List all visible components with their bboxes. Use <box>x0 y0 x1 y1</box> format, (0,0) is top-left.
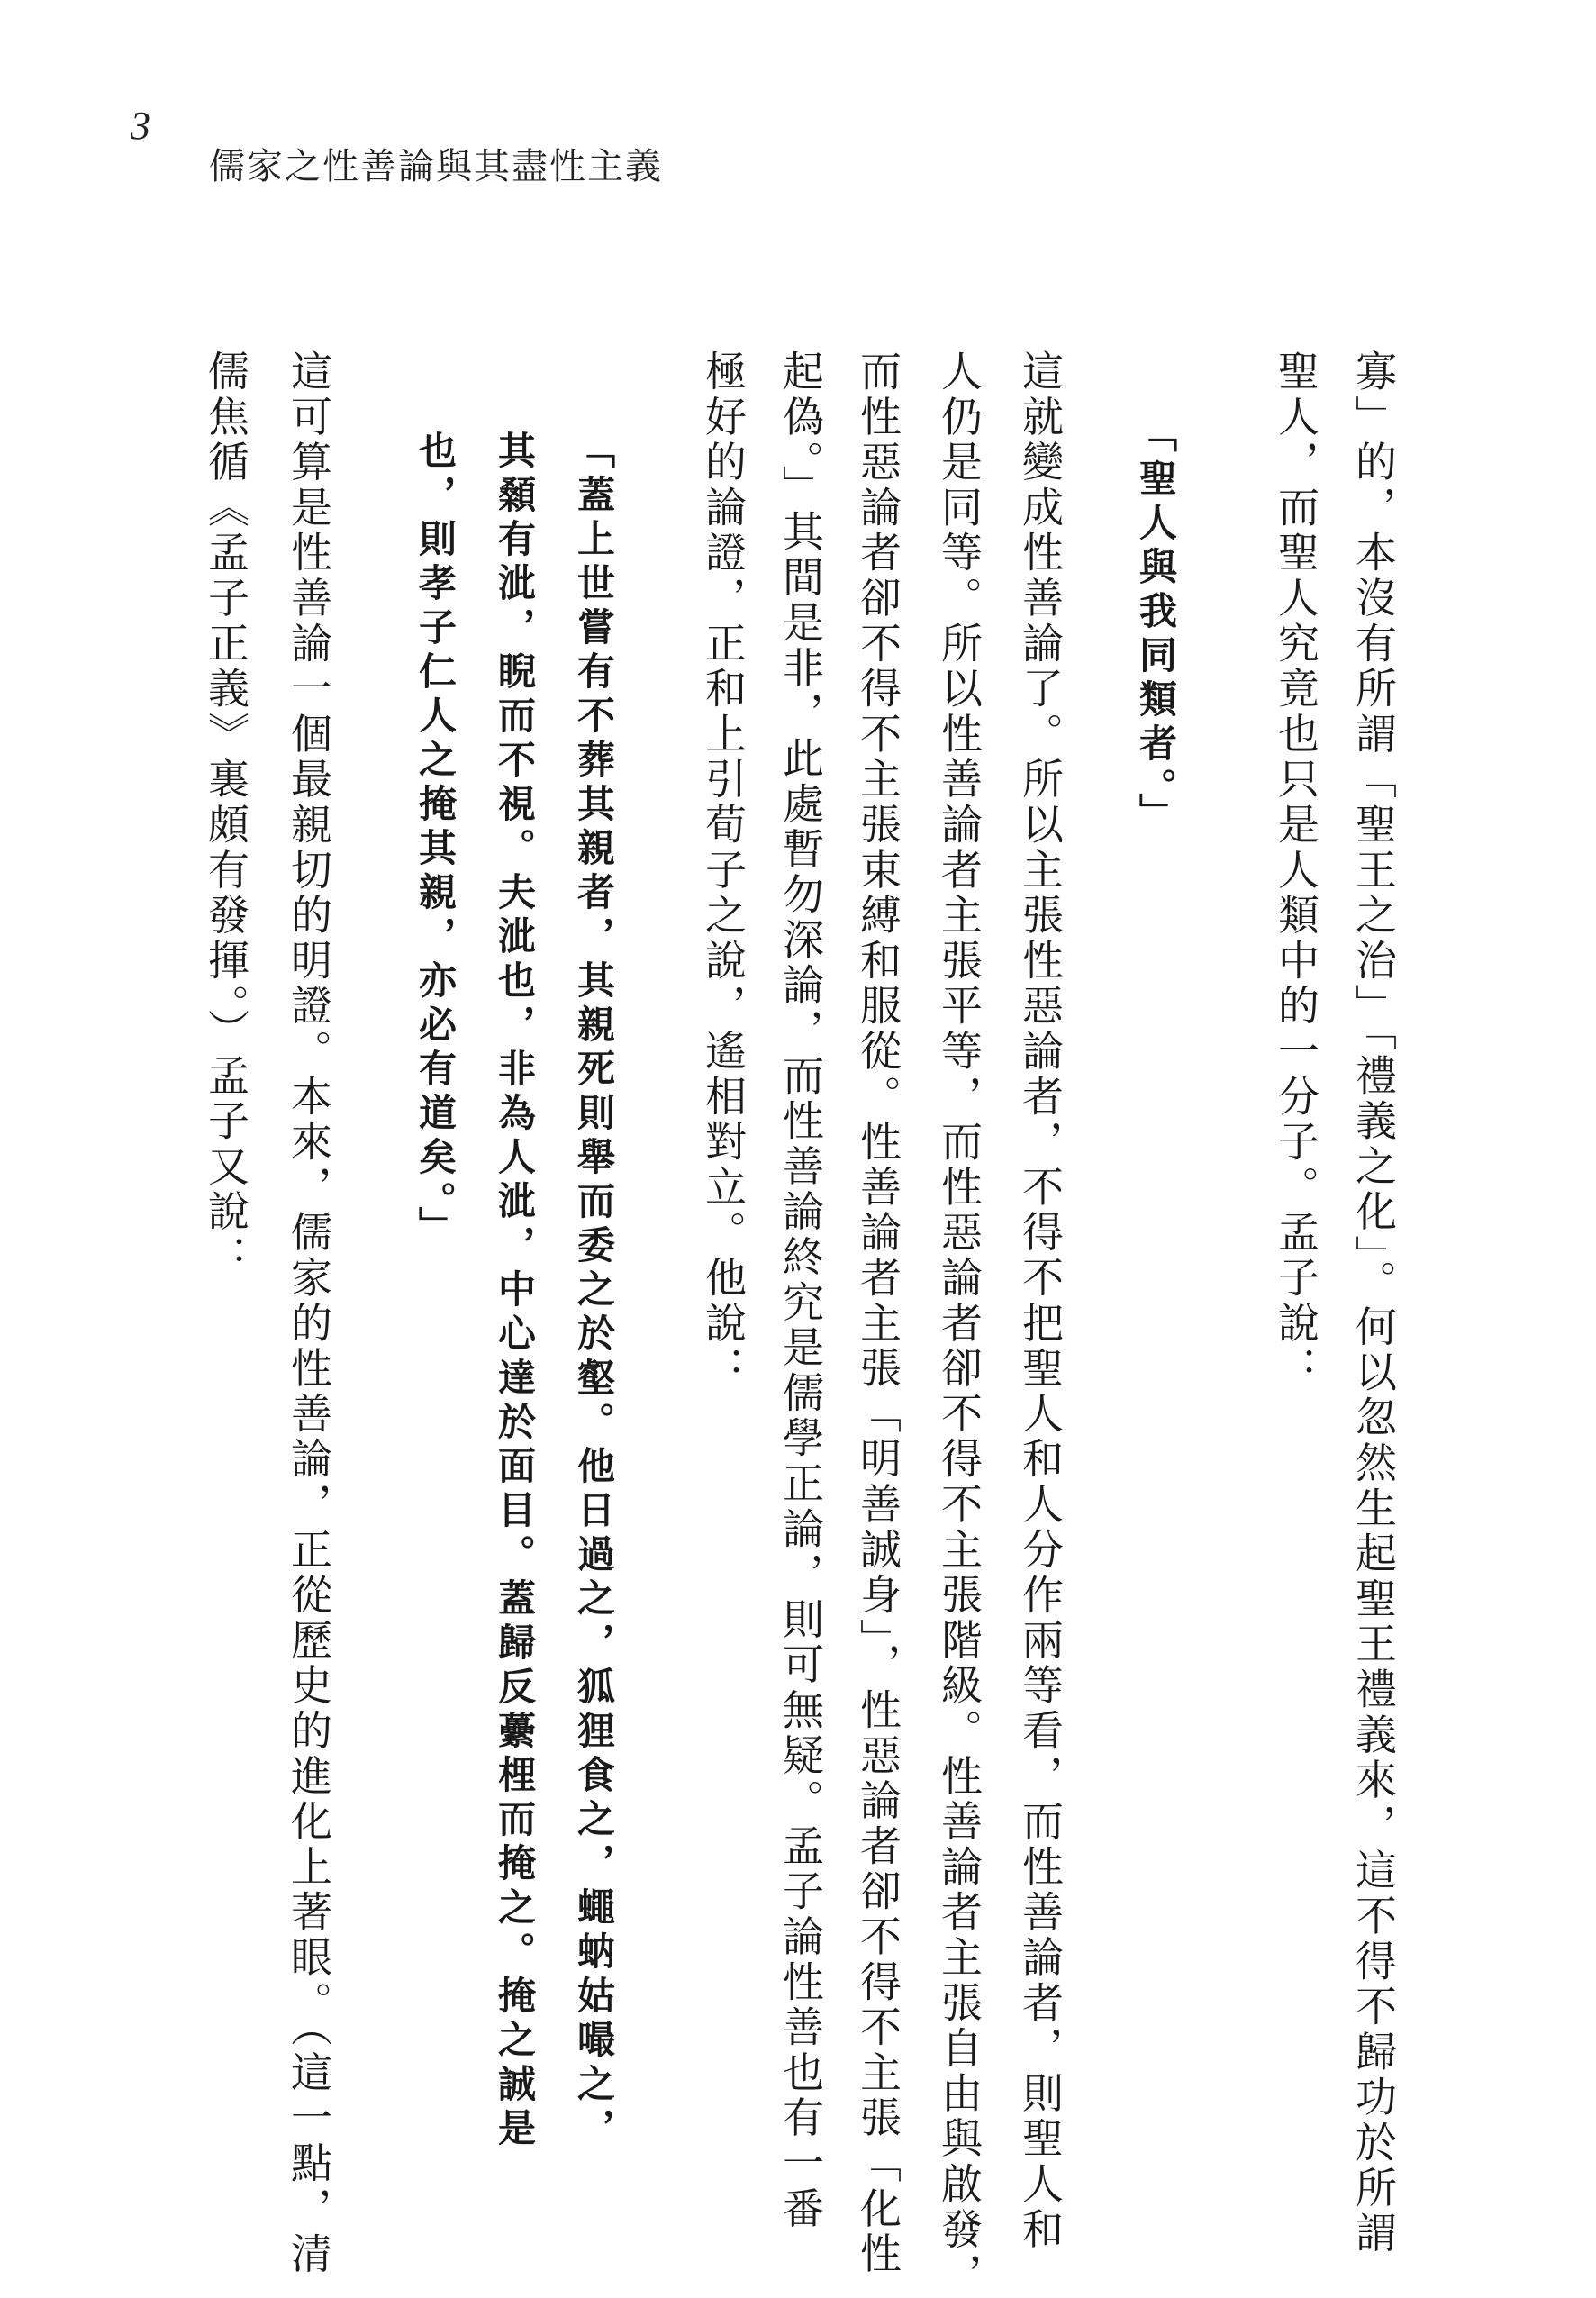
quote-column-burial-3: 也，則孝子仁人之掩其親，亦必有道矣。」 <box>413 431 458 1250</box>
text-column-8: 極好的論證，正和上引荀子之說，遙相對立。他說： <box>699 350 748 1392</box>
quote-column-burial-1: 「蓋上世嘗有不葬其親者，其親死則舉而委之於壑。他日過之，狐狸食之，蠅蚋姑嘬之， <box>572 431 616 2152</box>
text-column-6: 而性惡論者卻不得不主張束縛和服從。性善論者主張「明善誠身」，性惡論者卻不得不主張「化性 <box>854 350 902 2277</box>
quote-column-mencius-sage: 「聖人與我同類者。」 <box>1134 414 1178 837</box>
page-number: 3 <box>131 104 150 148</box>
text-column-1: 寡」的，本沒有所謂「聖王之治」「禮義之化」。何以忽然生起聖王禮義來，這不得不歸功於所謂 <box>1349 350 1398 2257</box>
text-column-7: 起偽。」其間是非，此處暫勿深論，而性善論終究是儒學正論，則可無疑。孟子論性善也有一番 <box>776 350 825 2232</box>
text-column-12: 這可算是性善論一個最親切的明證。本來，儒家的性善論，正從歷史的進化上著眼。（這一點，清 <box>285 350 333 2277</box>
text-column-4: 這就變成性善論了。所以主張性惡論者，不得不把聖人和人分作兩等看，而性善論者，則聖人和 <box>1016 350 1065 2253</box>
text-column-13: 儒焦循《孟子正義》裏頗有發揮。）孟子又說： <box>202 350 250 1281</box>
quote-column-burial-2: 其顙有泚，睨而不視。夫泚也，非為人泚，中心達於面目。蓋歸反虆梩而掩之。掩之誠是 <box>493 431 537 2152</box>
running-title: 儒家之性善論與其盡性主義 <box>209 146 663 187</box>
text-column-5: 人仍是同等。所以性善論者主張平等，而性惡論者卻不得不主張階級。性善論者主張自由與啟發， <box>935 350 984 2298</box>
text-column-2: 聖人，而聖人究竟也只是人類中的一分子。孟子說： <box>1272 350 1320 1392</box>
